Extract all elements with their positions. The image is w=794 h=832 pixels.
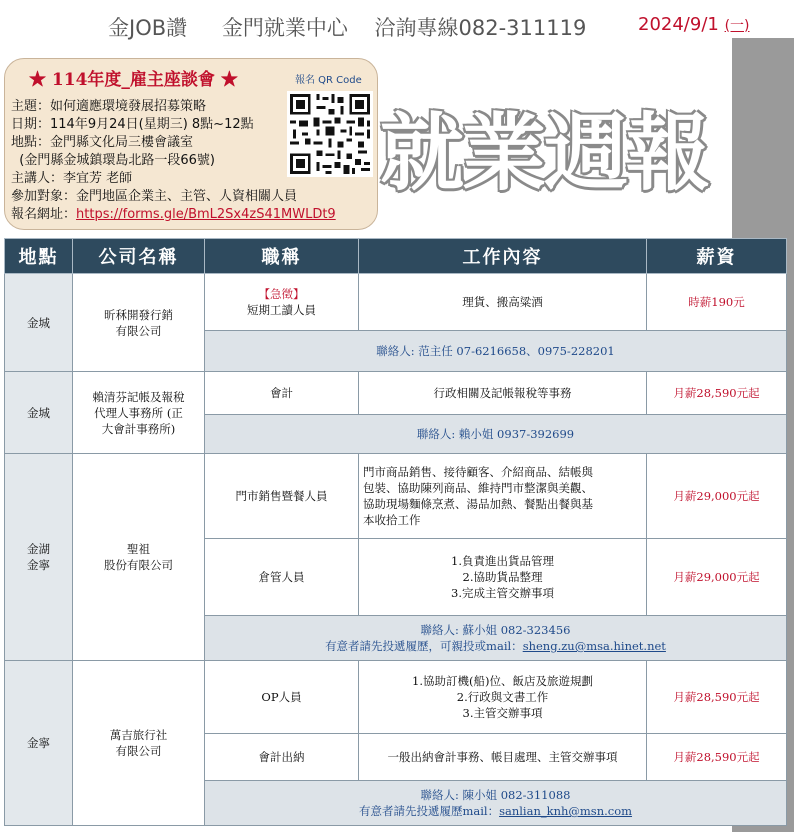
- header-title: 職稱: [205, 239, 359, 274]
- center-name: 金門就業中心: [221, 16, 348, 40]
- urgent-tag: 【急徵】: [258, 287, 305, 301]
- table-header-row: [5, 239, 787, 274]
- company-cell: 賴清芬記帳及報稅 代理人事務所 (正 大會計事務所): [73, 372, 205, 454]
- company-cell: 昕秝開發行銷 有限公司: [73, 274, 205, 372]
- salary-cell: 月薪29,000元起: [647, 539, 787, 616]
- event-topic: 主題：如何適應環境發展招募策略: [11, 99, 207, 114]
- header-salary: 薪資: [647, 239, 787, 274]
- contact-email-link[interactable]: sanlian_knh@msn.com: [499, 804, 633, 818]
- contact-note: 有意者請先投遞履歷mail：: [358, 804, 500, 818]
- job-content-cell: 一般出納會計事務、帳目處理、主管交辦事項: [359, 734, 647, 781]
- location-cell: 金湖 金寧: [5, 454, 73, 661]
- event-audience: 參加對象：金門地區企業主、主管、人資相關人員: [11, 189, 298, 204]
- jobs-table: [4, 238, 787, 826]
- signup-link[interactable]: https://forms.gle/BmL2Sx4zS41MWLDt9: [76, 207, 336, 222]
- table-row: [5, 372, 787, 415]
- event-date: 日期：114年9月24日(星期三) 8點~12點: [11, 117, 254, 132]
- location-cell: 金寧: [5, 661, 73, 826]
- job-title-cell: 門市銷售暨餐人員: [205, 454, 359, 539]
- issue-date: [638, 14, 750, 35]
- contact-person: 聯絡人: 陳小姐 082-311088: [420, 788, 571, 802]
- table-row: [5, 454, 787, 539]
- contact-cell: [205, 616, 787, 661]
- job-content-cell: 行政相關及記帳報稅等事務: [359, 372, 647, 415]
- location-cell: 金城: [5, 372, 73, 454]
- location-cell: 金城: [5, 274, 73, 372]
- job-title-cell: 倉管人員: [205, 539, 359, 616]
- salary-cell: 時薪190元: [647, 274, 787, 331]
- contact-note: 有意者請先投遞履歷，可親投或mail：: [325, 639, 523, 653]
- company-cell: 聖祖 股份有限公司: [73, 454, 205, 661]
- contact-email-link[interactable]: sheng.zu@msa.hinet.net: [522, 639, 666, 653]
- hotline: 洽詢專線082-311119: [374, 16, 587, 40]
- salary-cell: 月薪28,590元起: [647, 661, 787, 734]
- salary-cell: 月薪28,590元起: [647, 372, 787, 415]
- table-row: [5, 661, 787, 734]
- job-content-cell: 理貨、搬高粱酒: [359, 274, 647, 331]
- job-title-cell: 會計出納: [205, 734, 359, 781]
- job-title: 短期工讀人員: [247, 303, 316, 317]
- page-header: [108, 12, 788, 42]
- event-venue: 地點：金門縣文化局三樓會議室: [11, 135, 194, 150]
- header-location: 地點: [5, 239, 73, 274]
- signup-label: 報名網址：: [11, 207, 77, 222]
- header-content: 工作內容: [359, 239, 647, 274]
- qr-code-icon[interactable]: [287, 91, 373, 177]
- event-title: ★ 114年度_雇主座談會 ★: [29, 70, 238, 90]
- big-title: 就業週報: [380, 104, 709, 202]
- weekday-text: (一): [724, 18, 750, 34]
- header-company: 公司名稱: [73, 239, 205, 274]
- contact-cell: [205, 781, 787, 826]
- event-speaker: 主講人：李宜芳 老師: [11, 171, 133, 186]
- job-title-cell: 會計: [205, 372, 359, 415]
- contact-person: 聯絡人: 蘇小姐 082-323456: [420, 623, 571, 637]
- table-row: [5, 274, 787, 331]
- event-signup: [11, 203, 336, 222]
- brand-name: 金JOB讚: [108, 16, 188, 40]
- salary-cell: 月薪28,590元起: [647, 734, 787, 781]
- contact-cell: 聯絡人: 范主任 07-6216658、0975-228201: [205, 331, 787, 372]
- job-content-cell: 1.負責進出貨品管理 2.協助貨品整理 3.完成主管交辦事項: [359, 539, 647, 616]
- job-content-cell: 1.協助訂機(船)位、飯店及旅遊規劃 2.行政與文書工作 3.主管交辦事項: [359, 661, 647, 734]
- job-title-cell: OP人員: [205, 661, 359, 734]
- event-address: (金門縣金城鎮環島北路一段66號): [11, 153, 215, 168]
- job-content-cell: 門市商品銷售、接待顧客、介紹商品、結帳與 包裝、協助陳列商品、維持門市整潔與美觀、 協助現場麵條烹煮、湯品加熱、餐點出餐與基 本收拾工作: [359, 454, 647, 539]
- qr-label: 報名 QR Code: [295, 75, 362, 86]
- date-text: 2024/9/1: [638, 14, 719, 35]
- contact-cell: 聯絡人: 賴小姐 0937-392699: [205, 415, 787, 454]
- salary-cell: 月薪29,000元起: [647, 454, 787, 539]
- job-title-cell: [205, 274, 359, 331]
- event-card: [4, 58, 378, 230]
- company-cell: 萬吉旅行社 有限公司: [73, 661, 205, 826]
